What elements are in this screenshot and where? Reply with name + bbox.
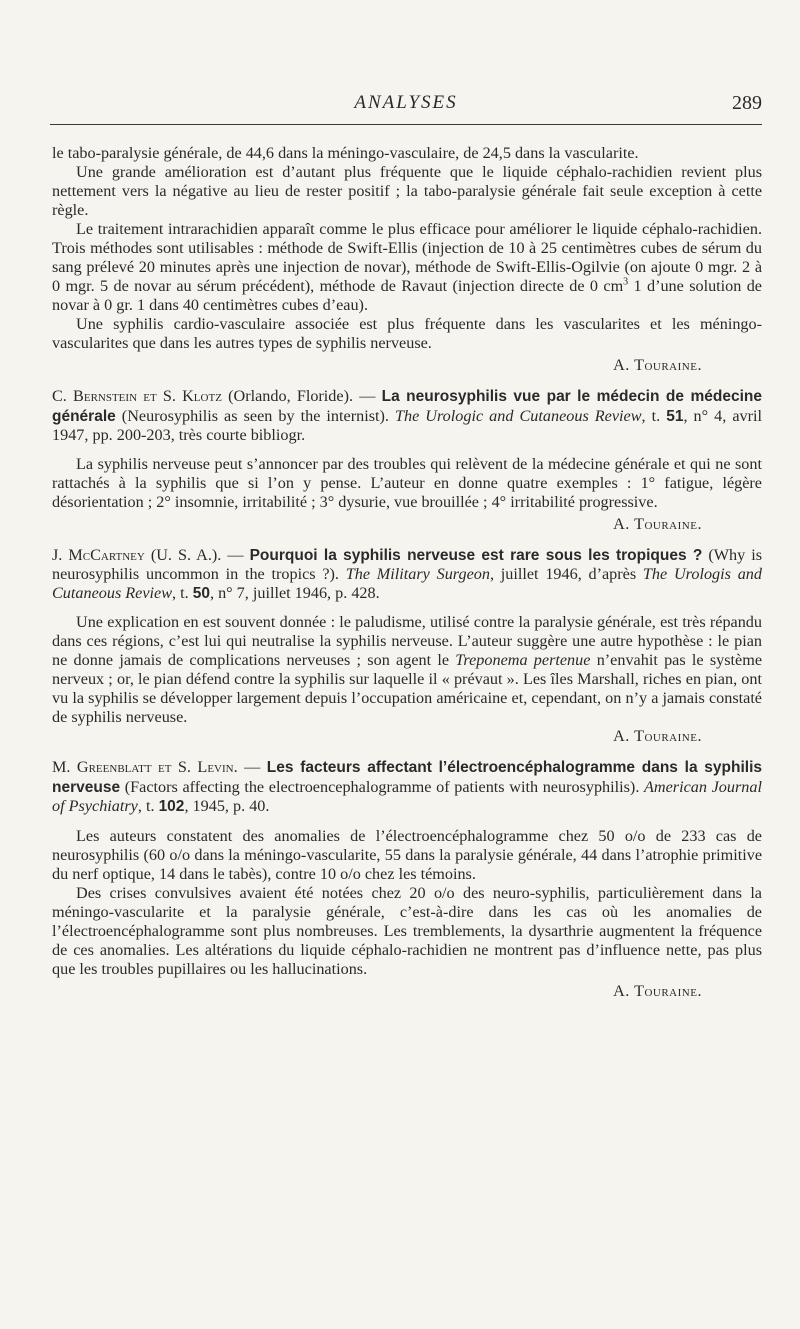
issue-info: , n° 7, juillet 1946, p. 428. <box>209 583 380 602</box>
text-run: 1 d’une solution de novar à 0 gr. 1 dans 40 centimètres cubes d’eau). <box>52 277 762 314</box>
article-title: Les facteurs affectant l’électroencéphalogramme dans la syphilis nerveuse <box>52 759 763 796</box>
text-run: , t. <box>137 797 159 815</box>
journal-name: The Urologic and Cutaneous Review <box>394 406 642 425</box>
volume: 51 <box>666 407 684 425</box>
text-run: , t. <box>641 406 667 425</box>
original-title: (Factors affecting the electroencephalogramme of patients with neurosyphilis). <box>120 777 645 796</box>
original-title: (Neurosyphilis as seen by the internist). <box>115 406 395 425</box>
paragraph <box>52 220 762 315</box>
text-run: , juillet 1946, d’après <box>489 565 643 583</box>
authors: J. McCartney (U. S. A.). <box>52 545 222 564</box>
reference-header <box>52 546 762 604</box>
signature: A. Touraine. <box>613 514 702 533</box>
running-header <box>50 92 762 120</box>
authors: M. Greenblatt et S. Levin. <box>52 758 238 776</box>
text-run: — <box>221 545 250 564</box>
running-title: ANALYSES <box>354 92 458 113</box>
volume: 102 <box>158 798 185 815</box>
reference-header <box>52 758 762 817</box>
signature: A. Touraine. <box>613 356 702 374</box>
volume: 50 <box>192 584 210 602</box>
journal-name: American Journal of Psychiatry <box>52 777 762 815</box>
issue-info: , 1945, p. 40. <box>184 797 270 815</box>
signature: A. Touraine. <box>613 981 702 1000</box>
journal-name: The Urologis and Cutaneous Review <box>52 565 762 602</box>
text-run: n’envahit pas le système nerveux ; or, le pian défend contre la syphilis sur laquelle il « prévaut ». Les îles Marshall, riches en pian, ont vu la syphilis se développer largement depuis l’occupation américaine et, cependant, on n’y a jamais constaté de syphilis nerveuse. <box>52 651 763 726</box>
original-title: (Why is neurosyphilis uncommon in the tropics ?). <box>52 545 763 583</box>
article-title: Pourquoi la syphilis nerveuse est rare sous les tropiques ? <box>249 546 703 564</box>
paragraph: le tabo-paralysie générale, de 44,6 dans la méningo-vasculaire, de 24,5 dans la vascularite. <box>52 144 639 162</box>
article-title: La neurosyphilis vue par le médecin de médecine générale <box>52 388 762 425</box>
authors: C. Bernstein et S. Klotz <box>52 387 222 405</box>
superscript: 3 <box>623 276 629 288</box>
article-body <box>52 144 762 1013</box>
page-number: 289 <box>732 92 762 114</box>
header-rule <box>50 124 762 125</box>
paragraph: Des crises convulsives avaient été notées chez 20 o/o des neuro-syphilis, particulièrement dans la méningo-vascularite et la paralysie générale, c’est-à-dire dans les cas où les anomalies de l’électroencéphalogramme sont plus nombreuses. Les tremblements, la dysarthrie augmentent la fréquence de ces anomalies. Les altérations du liquide céphalo-rachidien ne montrent pas d’influence nette, pas plus que les troubles pupillaires ou les hallucinations. <box>52 883 762 978</box>
text-run: , t. <box>172 583 193 602</box>
issue-info: , n° 4, avril 1947, pp. 200-203, très courte bibliogr. <box>52 406 762 444</box>
paragraph: Les auteurs constatent des anomalies de l’électroencéphalogramme chez 50 o/o de 233 cas de neurosyphilis (60 o/o dans la méningo-vascularite, 55 dans la paralysie générale, 44 dans l’atrophie primitive du nerf optique, 14 dans le tabès), contre 10 o/o chez les témoins. <box>52 826 762 883</box>
paragraph <box>52 613 762 727</box>
paragraph: La syphilis nerveuse peut s’annoncer par des troubles qui relèvent de la médecine générale et qui ne sont rattachés à la syphilis que si l’on y pense. L’auteur en donne quatre exemples : 1° fatigue, légère désorientation ; 2° insomnie, irritabilité ; 3° dysurie, vue brouillée ; 4° irritabilité progressive. <box>52 454 762 511</box>
journal-name: The Military Surgeon <box>345 565 490 583</box>
text-run: Une explication en est souvent donnée : le paludisme, utilisé contre la paralysie générale, est très répandu dans ces régions, c’est lui qui neutralise la syphilis nerveuse. L’auteur suggère une autre hypothèse : le pian ne donne jamais de complications nerveuses ; son agent le <box>52 613 762 669</box>
place: (Orlando, Floride). — <box>221 387 382 405</box>
species-name: Treponema pertenue <box>455 651 591 669</box>
paragraph: Une grande amélioration est d’autant plus fréquente que le liquide céphalo-rachidien revient plus nettement vers la négative au lieu de rester positif ; la tabo-paralysie générale fait seule exception à cette règle. <box>52 163 762 219</box>
signature: A. Touraine. <box>613 727 702 745</box>
reference-header <box>52 387 762 445</box>
text-run: Le traitement intrarachidien apparaît comme le plus efficace pour améliorer le liquide céphalo-rachidien. Trois méthodes sont utilisables : méthode de Swift-Ellis (injection de 10 à 25 centimètres cubes de sérum du sang prélevé 20 minutes après une injection de novar), méthode de Swift-Ellis-Ogilvie (on ajoute 0 mgr. 2 à 0 mgr. 5 de novar au sérum précédent), méthode de Ravaut (injection directe de 0 cm <box>52 220 762 295</box>
paragraph: Une syphilis cardio-vasculaire associée est plus fréquente dans les vascularites et les méningo-vascularites que dans les autres types de syphilis nerveuse. <box>52 315 762 352</box>
text-run: — <box>237 758 267 776</box>
